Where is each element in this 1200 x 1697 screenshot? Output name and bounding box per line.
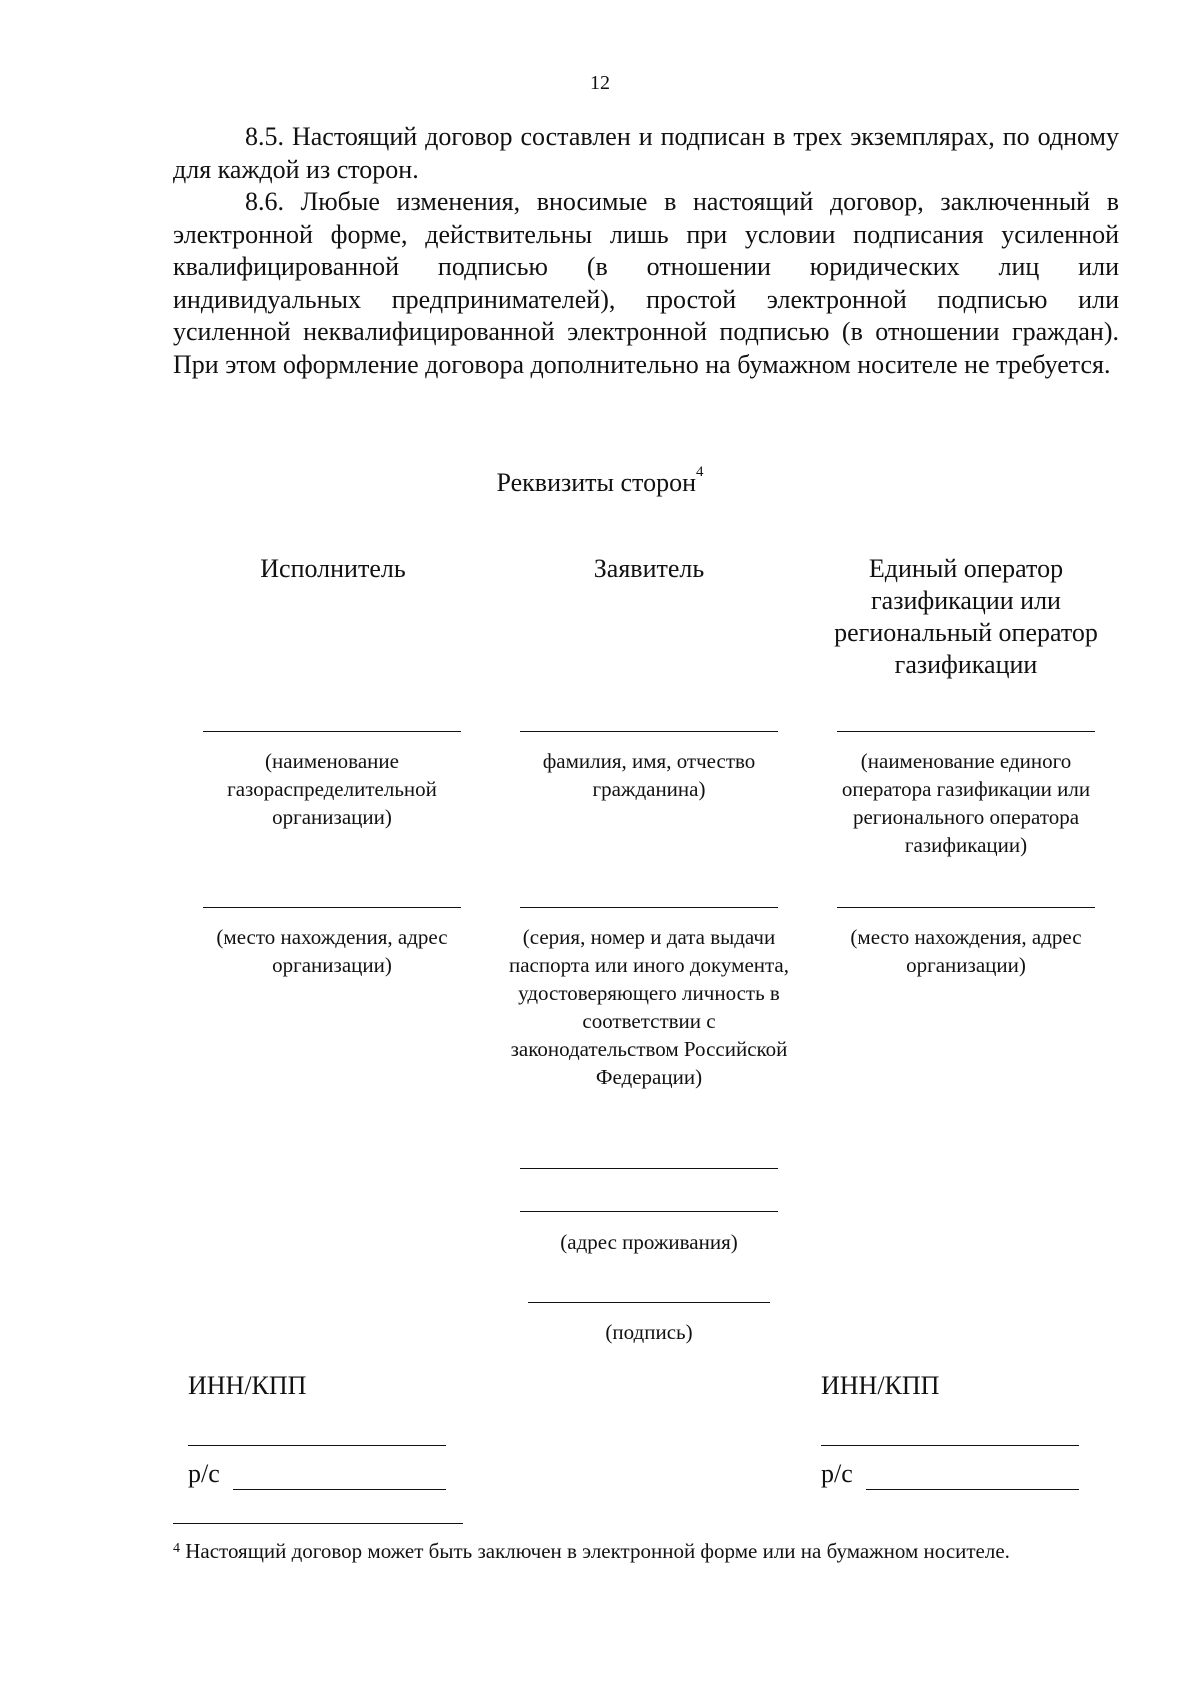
operator-name-note: (наименование единого оператора газификации или регионального оператора газификации): [841, 749, 1091, 857]
executor-address-line: [203, 907, 461, 908]
executor-inn-label: ИНН/КПП: [188, 1371, 307, 1400]
executor-name-note: (наименование газораспределительной организации): [227, 749, 437, 829]
operator-address-note: (место нахождения, адрес организации): [850, 925, 1082, 977]
operator-inn-label: ИНН/КПП: [821, 1371, 940, 1400]
page-number: 12: [590, 72, 610, 94]
operator-inn-line: [821, 1445, 1079, 1446]
footnote-separator: [173, 1523, 463, 1524]
footnote-mark: 4: [173, 1541, 180, 1556]
executor-account-line: [233, 1489, 446, 1490]
requisites-title: [0, 464, 1200, 498]
applicant-name-note: фамилия, имя, отчество гражданина): [542, 749, 756, 801]
requisites-title-text: Реквизиты сторон: [496, 468, 696, 497]
executor-inn-line: [188, 1445, 446, 1446]
paragraph-8-6-text: 8.6. Любые изменения, вносимые в настоящий договор, заключенный в электронной форме, действительны лишь при условии подписания усиленной квалифицированной подписью (в отношении юридических лиц или индивидуальных предпринимателей), простой электронной подписью или усиленной неквалифицированной электронной подписью (в отношении граждан). При этом оформление договора дополнительно на бумажном носителе не требуется.: [173, 187, 1119, 379]
paragraph-8-6: [173, 186, 1119, 381]
footnote: [173, 1537, 1119, 1566]
applicant-name-line: [520, 731, 778, 732]
executor-account-label: р/с: [188, 1459, 220, 1488]
applicant-passport-note: (серия, номер и дата выдачи паспорта или иного документа, удостоверяющего личность в соответствии с законодательством Российской Федерации): [508, 925, 790, 1089]
requisites-footnote-mark: 4: [695, 464, 704, 480]
executor-address-note: (место нахождения, адрес организации): [216, 925, 448, 977]
operator-heading: Единый оператор газификации или региональный оператор газификации: [834, 554, 1098, 679]
applicant-heading: Заявитель: [593, 554, 705, 583]
paragraph-8-5-text: 8.5. Настоящий договор составлен и подписан в трех экземплярах, по одному для каждой из сторон.: [173, 122, 1119, 184]
footnote-text: Настоящий договор может быть заключен в электронной форме или на бумажном носителе.: [185, 1539, 1010, 1563]
executor-heading: Исполнитель: [260, 554, 406, 583]
applicant-signature-line: [528, 1302, 770, 1303]
applicant-residence-line-2: [520, 1211, 778, 1212]
operator-name-line: [837, 731, 1095, 732]
operator-address-line: [837, 907, 1095, 908]
operator-account-line: [866, 1489, 1079, 1490]
paragraph-8-5: [173, 121, 1119, 186]
applicant-signature-note: (подпись): [605, 1320, 693, 1344]
applicant-passport-line: [520, 907, 778, 908]
applicant-residence-note: (адрес проживания): [560, 1230, 738, 1254]
applicant-residence-line-1: [520, 1168, 778, 1169]
executor-name-line: [203, 731, 461, 732]
operator-account-label: р/с: [821, 1459, 853, 1488]
